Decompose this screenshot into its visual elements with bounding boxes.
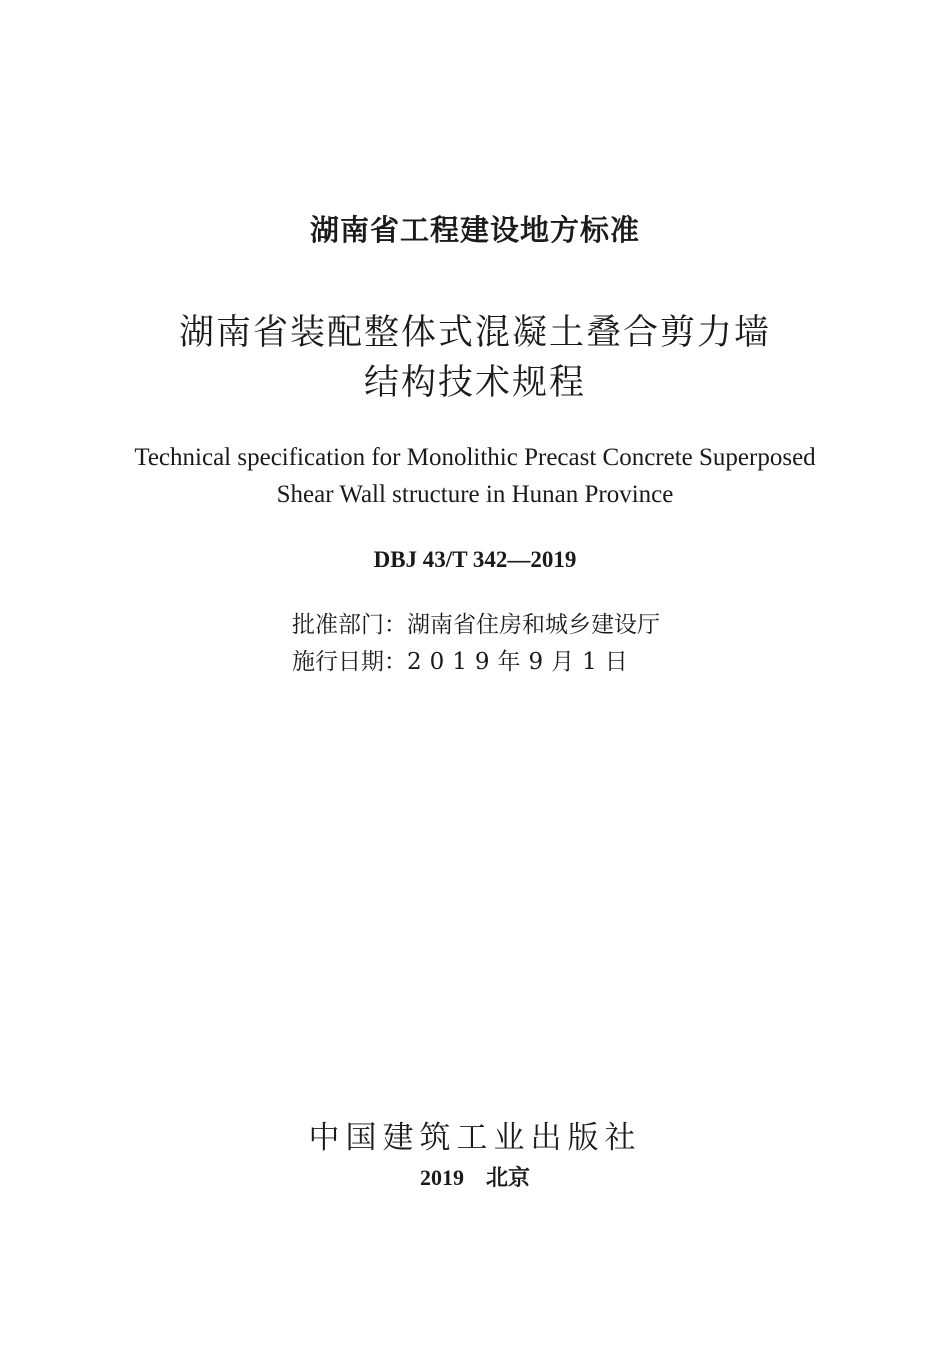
title-chinese-line-1: 湖南省装配整体式混凝土叠合剪力墙 [178, 313, 771, 353]
title-english-line-2: Shear Wall structure in Hunan Province [276, 481, 674, 508]
effective-date-value: 2019年9月1日 [407, 649, 636, 675]
standard-code: DBJ 43/T 342—2019 [373, 547, 577, 572]
effective-date [292, 651, 636, 674]
title-chinese-line-2: 结构技术规程 [363, 363, 586, 403]
effective-date-label: 施行日期： [292, 649, 407, 675]
approval-value: 湖南省住房和城乡建设厅 [407, 612, 660, 638]
approval-label: 批准部门： [292, 612, 407, 638]
publisher-name: 中国建筑工业出版社 [308, 1120, 642, 1156]
series-title: 湖南省工程建设地方标准 [309, 213, 640, 247]
publication-city: 北京 [485, 1165, 530, 1191]
title-english-line-1: Technical specification for Monolithic Precast Concrete Superposed [134, 444, 816, 471]
approval-department [292, 614, 660, 637]
publication-info [0, 1167, 950, 1189]
publication-year: 2019 [419, 1165, 464, 1190]
